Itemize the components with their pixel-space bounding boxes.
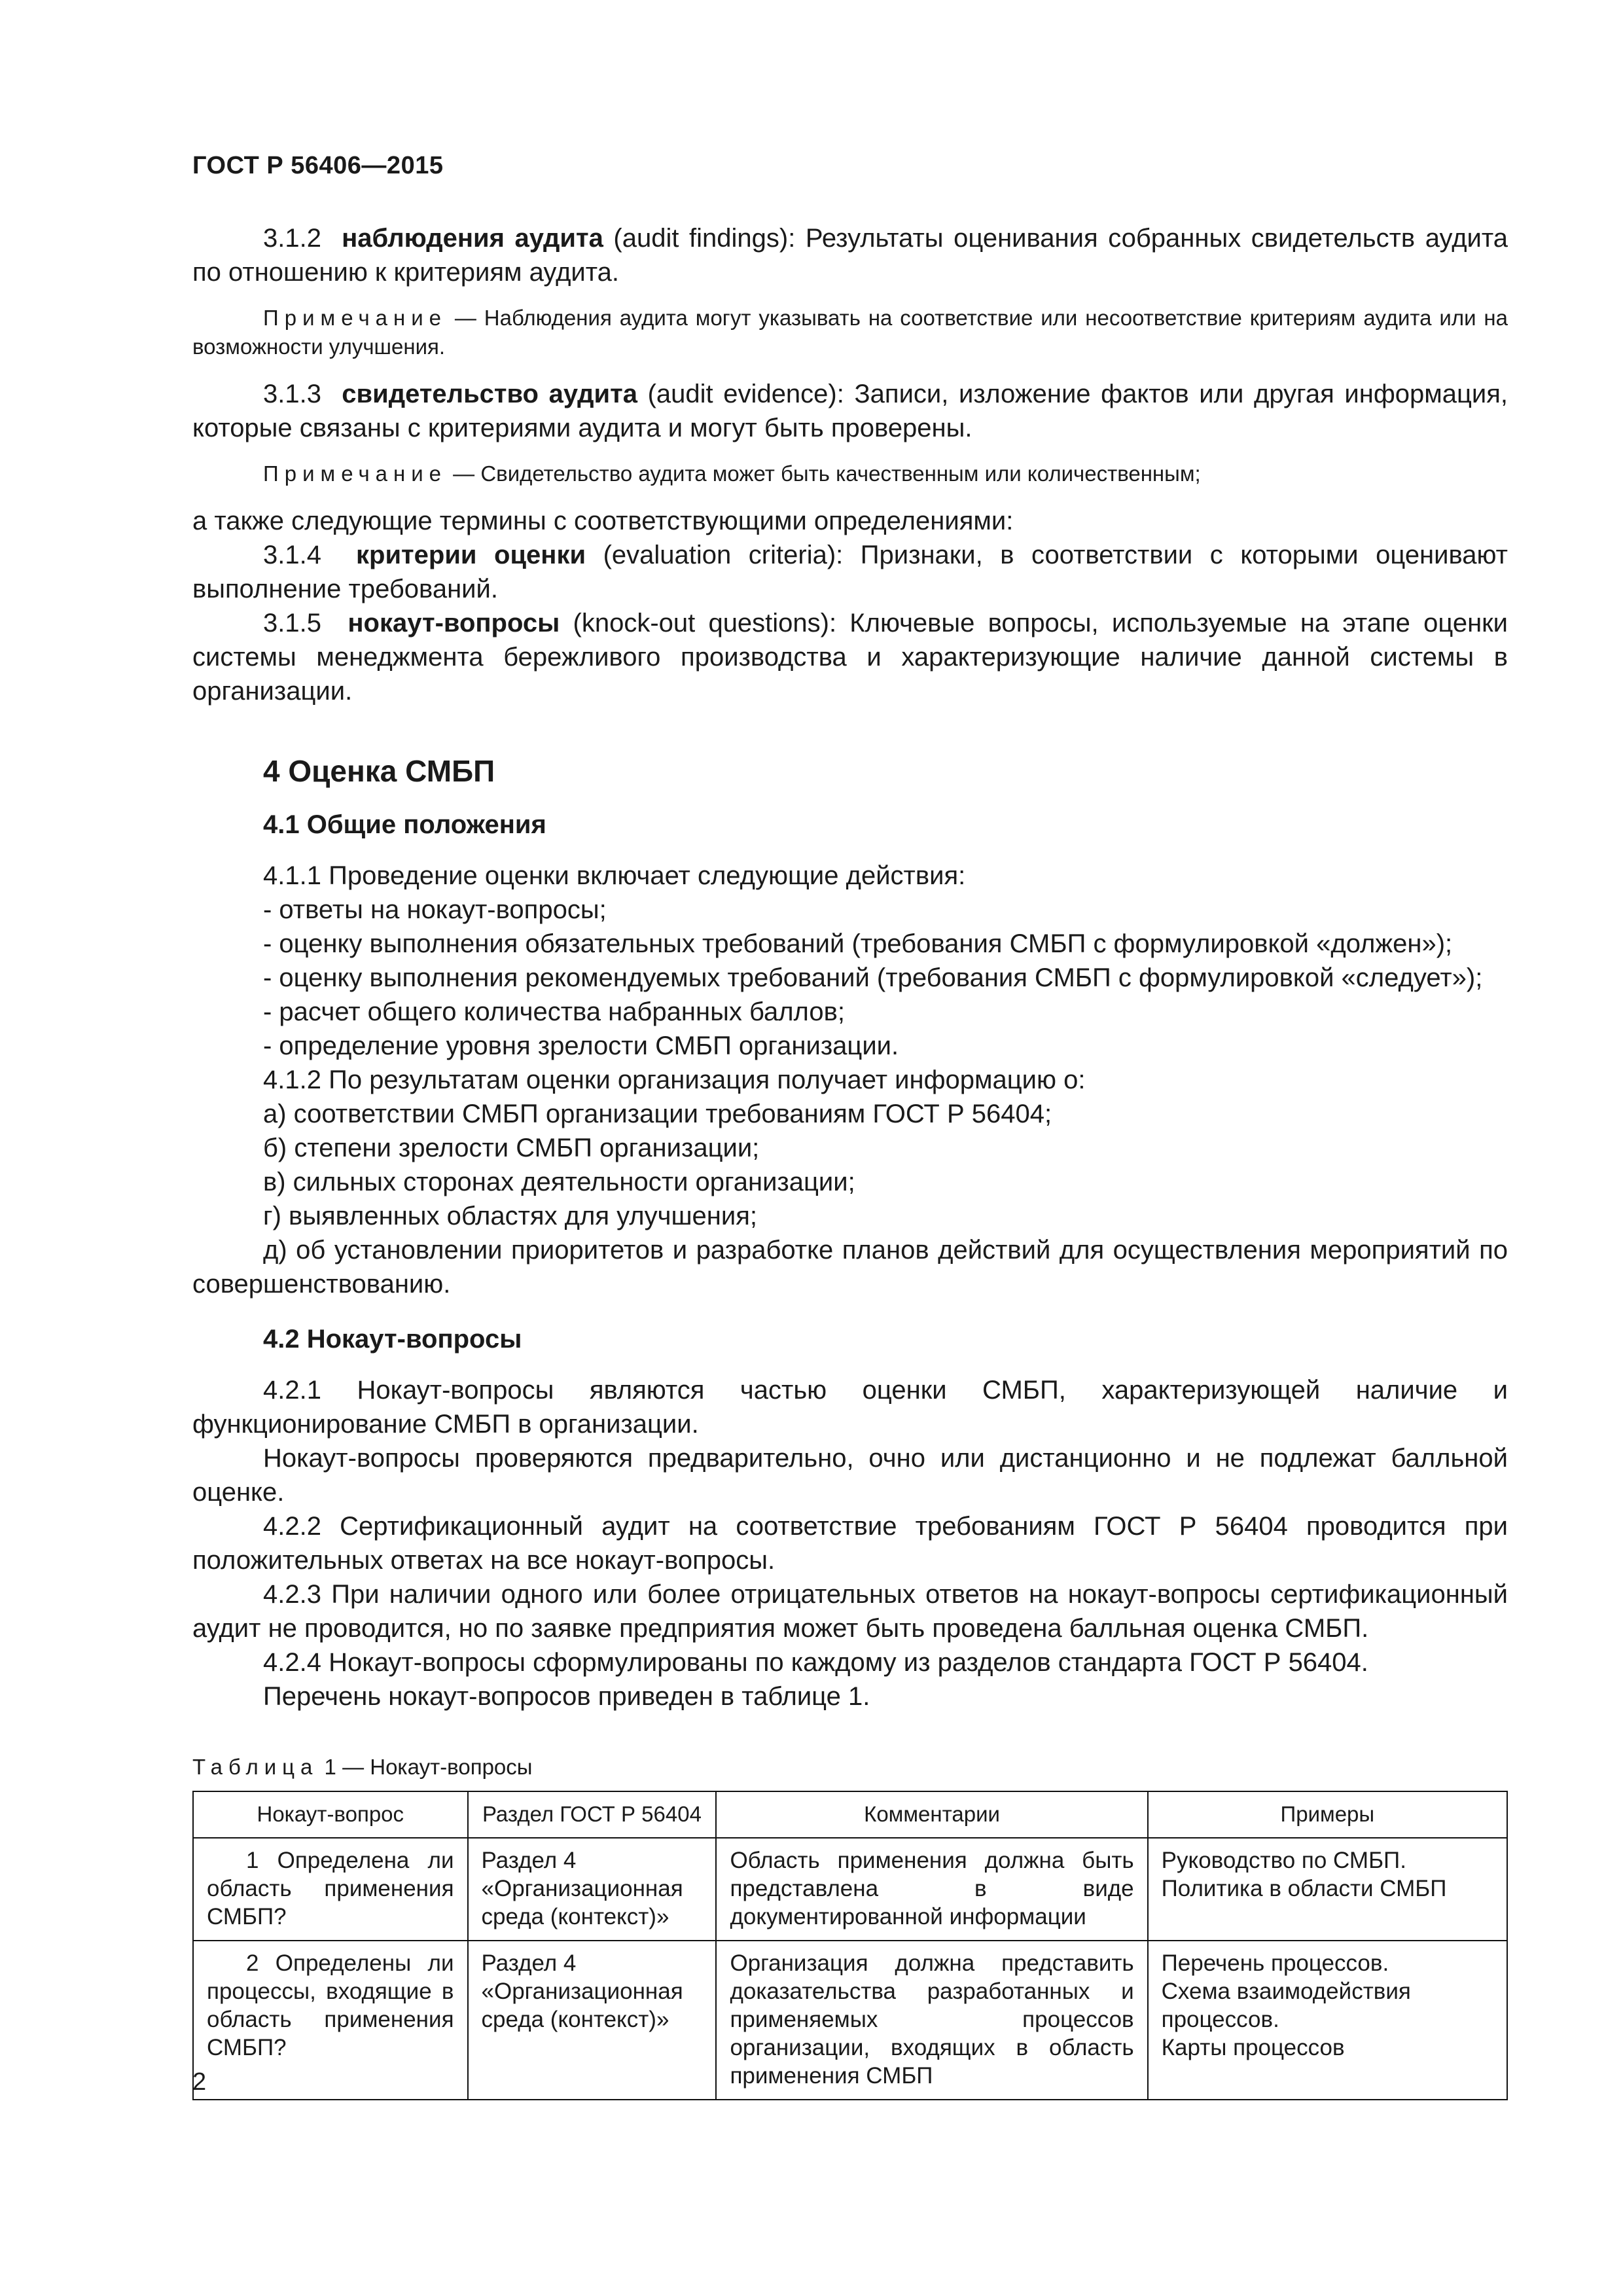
term-3-1-4: [192, 538, 1508, 606]
note-2: [192, 459, 1508, 488]
term-name: критерии оценки: [356, 541, 586, 569]
table-caption: [192, 1753, 1508, 1782]
note-label: Примечание: [263, 306, 448, 330]
column-header: Комментарии: [716, 1791, 1147, 1838]
section-4-1-title: 4.1 Общие положения: [263, 810, 546, 839]
section-cell: [468, 1838, 717, 1941]
example-item: Схема взаимодействия процессов.: [1161, 1979, 1411, 2032]
action-item: - ответы на нокаут-вопросы;: [263, 895, 607, 924]
term-number: 3.1.3: [263, 380, 321, 408]
comment-cell: Организация должна представить доказательства разработанных и применяемых процессов организации, входящих в область применения СМБП: [716, 1941, 1147, 2100]
info-item: д) об установлении приоритетов и разработке планов действий для осуществления мероприятий по совершенствованию.: [192, 1236, 1508, 1299]
term-definition: (audit evidence): Записи, изложение фактов или другая информация, которые связаны с критериями аудита и могут быть проверены.: [192, 380, 1508, 442]
note-label: Примечание: [263, 461, 448, 486]
examples-cell: [1148, 1838, 1507, 1941]
info-item: б) степени зрелости СМБП организации;: [263, 1134, 760, 1162]
example-item: Руководство по СМБП.: [1161, 1848, 1406, 1873]
paragraph-4-2-1: 4.2.1 Нокаут-вопросы являются частью оценки СМБП, характеризующей наличие и функционирование СМБП в организации.: [192, 1376, 1508, 1439]
section-title: «Организационная среда (контекст)»: [481, 1876, 683, 1929]
example-item: Карты процессов: [1161, 2035, 1345, 2060]
paragraph-4-1-2: 4.1.2 По результатам оценки организация получает информацию о:: [263, 1066, 1086, 1094]
examples-cell: [1148, 1941, 1507, 2100]
info-item: г) выявленных областях для улучшения;: [263, 1202, 757, 1230]
paragraph-4-2-3: 4.2.3 При наличии одного или более отрицательных ответов на нокаут-вопросы сертификационный аудит не проводится, но по заявке предприятия может быть проведена балльная оценка СМБП.: [192, 1580, 1508, 1643]
page-header: ГОСТ Р 56406—2015: [192, 152, 444, 179]
note-text: — Свидетельство аудита может быть качественным или количественным;: [447, 461, 1201, 486]
question-text: 2 Определены ли процессы, входящие в область применения СМБП?: [207, 1950, 454, 2060]
table-caption-label: Таблица: [192, 1755, 319, 1779]
example-item: Перечень процессов.: [1161, 1950, 1389, 1976]
term-definition: (evaluation criteria): Признаки, в соответствии с которыми оценивают выполнение требований.: [192, 541, 1508, 603]
table-row: [193, 1941, 1507, 2100]
section-cell: [468, 1941, 717, 2100]
page-number: 2: [192, 2068, 207, 2096]
action-item: - оценку выполнения обязательных требований (требования СМБП с формулировкой «должен»);: [263, 929, 1453, 958]
column-header: Раздел ГОСТ Р 56404: [468, 1791, 717, 1838]
example-item: Политика в области СМБП: [1161, 1876, 1447, 1901]
knockout-questions-table: [192, 1791, 1508, 2100]
note-text: — Наблюдения аудита могут указывать на соответствие или несоответствие критериям аудита или на возможности улучшения.: [192, 306, 1508, 359]
action-item: - определение уровня зрелости СМБП организации.: [263, 1031, 899, 1060]
term-3-1-3: [192, 377, 1508, 445]
term-name: свидетельство аудита: [342, 380, 637, 408]
table-header-row: [193, 1791, 1507, 1838]
term-3-1-5: [192, 606, 1508, 708]
term-3-1-2: [192, 221, 1508, 289]
table-row: [193, 1838, 1507, 1941]
also-terms-intro: а также следующие термины с соответствующими определениями:: [192, 507, 1014, 535]
paragraph-4-2-4: 4.2.4 Нокаут-вопросы сформулированы по каждому из разделов стандарта ГОСТ Р 56404.: [263, 1648, 1368, 1677]
comment-cell: Область применения должна быть представлена в виде документированной информации: [716, 1838, 1147, 1941]
term-number: 3.1.4: [263, 541, 321, 569]
paragraph-4-2-2: 4.2.2 Сертификационный аудит на соответствие требованиям ГОСТ Р 56404 проводится при положительных ответах на все нокаут-вопросы.: [192, 1512, 1508, 1575]
paragraph-4-2-1-cont: Нокаут-вопросы проверяются предварительно, очно или дистанционно и не подлежат балльной оценке.: [192, 1444, 1508, 1507]
paragraph-4-1-1: 4.1.1 Проведение оценки включает следующие действия:: [263, 861, 966, 890]
term-number: 3.1.5: [263, 609, 321, 637]
action-item: - оценку выполнения рекомендуемых требований (требования СМБП с формулировкой «следует»);: [263, 963, 1483, 992]
section-title: «Организационная среда (контекст)»: [481, 1979, 683, 2032]
action-item: - расчет общего количества набранных баллов;: [263, 997, 845, 1026]
info-item: в) сильных сторонах деятельности организации;: [263, 1168, 855, 1196]
info-item: а) соответствии СМБП организации требованиям ГОСТ Р 56404;: [263, 1100, 1052, 1128]
section-4-title: 4 Оценка СМБП: [263, 754, 495, 788]
column-header: Нокаут-вопрос: [193, 1791, 468, 1838]
page-content: [192, 221, 1508, 2100]
term-name: наблюдения аудита: [342, 224, 603, 253]
section-ref: Раздел 4: [481, 1848, 577, 1873]
section-4-2-title: 4.2 Нокаут-вопросы: [263, 1325, 522, 1354]
paragraph-4-2-4-cont: Перечень нокаут-вопросов приведен в таблице 1.: [263, 1682, 870, 1711]
table-caption-text: 1 — Нокаут-вопросы: [318, 1755, 533, 1779]
term-number: 3.1.2: [263, 224, 321, 253]
term-name: нокаут-вопросы: [348, 609, 560, 637]
question-text: 1 Определена ли область применения СМБП?: [207, 1848, 454, 1929]
column-header: Примеры: [1148, 1791, 1507, 1838]
question-cell: [193, 1838, 468, 1941]
note-1: [192, 304, 1508, 361]
question-cell: [193, 1941, 468, 2100]
term-definition: (audit findings): Результаты оценивания собранных свидетельств аудита по отношению к критериям аудита.: [192, 224, 1508, 287]
term-definition: (knock-out questions): Ключевые вопросы, используемые на этапе оценки системы менеджмента бережливого производства и характеризующие наличие данной системы в организации.: [192, 609, 1508, 706]
section-ref: Раздел 4: [481, 1950, 577, 1976]
